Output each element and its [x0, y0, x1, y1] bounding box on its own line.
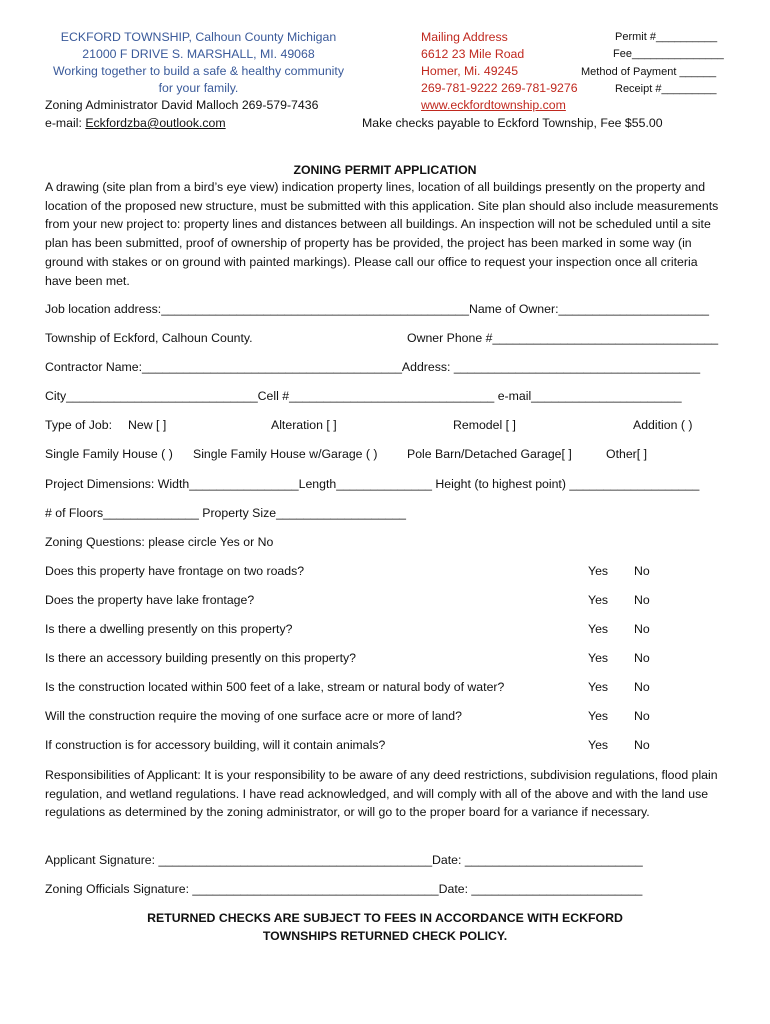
checks-payable: Make checks payable to Eckford Township, Fee $55.00: [362, 116, 663, 130]
mailing-phones: 269-781-9222 269-781-9276: [421, 81, 578, 95]
city-cell-email-field[interactable]: City____________________________Cell #______________________________ e-mail______________________: [45, 389, 682, 403]
applicant-signature-field[interactable]: Applicant Signature: ________________________________________Date: __________________________: [45, 853, 643, 867]
returned-checks-notice-cont: TOWNSHIPS RETURNED CHECK POLICY.: [262, 929, 508, 943]
pole-barn-checkbox[interactable]: Pole Barn/Detached Garage[ ]: [407, 447, 572, 461]
email-prefix: e-mail:: [45, 116, 86, 130]
intro-paragraph: A drawing (site plan from a bird’s eye view) indication property lines, location of all buildings presently on the property and location of the proposed new structure, must be submitted with this application. Site plan should also include measurements from your new project to: property lines and distances between all buildings. An inspection will not be scheduled until a site plan has been submitted, proof of ownership of property has be provided, the project has been marked in some way (in ground with stakes or on ground with painted markings). Please call our office to request your inspection once all criteria have been met.: [45, 180, 719, 288]
yes-option[interactable]: Yes: [588, 593, 609, 607]
township-label: Township of Eckford, Calhoun County.: [45, 331, 253, 345]
org-name: ECKFORD TOWNSHIP, Calhoun County Michigan: [60, 30, 337, 44]
email-link[interactable]: Eckfordzba@outlook.com: [85, 116, 226, 130]
other-checkbox[interactable]: Other[ ]: [606, 447, 648, 461]
remodel-checkbox[interactable]: Remodel [ ]: [453, 418, 516, 432]
yes-option[interactable]: Yes: [588, 709, 609, 723]
floors-property-size-field[interactable]: # of Floors______________ Property Size___________________: [45, 506, 407, 520]
responsibilities-paragraph: Responsibilities of Applicant: It is your responsibility to be aware of any deed restrictions, subdivision regulations, flood plain regulation, and wetland regulations. I have read acknowledged, and will comply with all of the above and with the land use regulations as determined by the zoning administrator, or will go to the proper board for a variance if necessary.: [45, 768, 718, 820]
method-of-payment: Method of Payment ______: [581, 66, 717, 78]
question-text: Will the construction require the moving of one surface acre or more of land?: [45, 709, 462, 723]
no-option[interactable]: No: [634, 622, 650, 636]
permit-number: Permit #__________: [615, 31, 718, 43]
no-option[interactable]: No: [634, 564, 650, 578]
zoning-administrator: Zoning Administrator David Malloch 269-579-7436: [45, 98, 319, 112]
alteration-checkbox[interactable]: Alteration [ ]: [271, 418, 337, 432]
no-option[interactable]: No: [634, 651, 650, 665]
job-location-owner-field[interactable]: Job location address:_____________________________________________Name of Owner:______________________: [45, 302, 709, 316]
no-option[interactable]: No: [634, 593, 650, 607]
fee-field: Fee_______________: [613, 48, 724, 60]
no-option[interactable]: No: [634, 709, 650, 723]
yes-option[interactable]: Yes: [588, 680, 609, 694]
returned-checks-notice: RETURNED CHECKS ARE SUBJECT TO FEES IN ACCORDANCE WITH ECKFORD: [147, 911, 623, 925]
zoning-questions-intro: Zoning Questions: please circle Yes or No: [45, 535, 274, 549]
project-dimensions-field[interactable]: Project Dimensions: Width________________Length______________ Height (to highest point) ___________________: [45, 477, 700, 491]
question-text: Does this property have frontage on two roads?: [45, 564, 305, 578]
mailing-street: 6612 23 Mile Road: [421, 47, 525, 61]
question-text: Is there an accessory building presently on this property?: [45, 651, 357, 665]
officials-signature-field[interactable]: Zoning Officials Signature: ____________________________________Date: _________________________: [45, 882, 643, 896]
contractor-address-field[interactable]: Contractor Name:______________________________________Address: ____________________________________: [45, 360, 701, 374]
addition-checkbox[interactable]: Addition ( ): [633, 418, 693, 432]
question-text: Is the construction located within 500 feet of a lake, stream or natural body of water?: [45, 680, 505, 694]
type-of-job-label: Type of Job:: [45, 418, 112, 432]
question-text: Is there a dwelling presently on this property?: [45, 622, 293, 636]
page-title: ZONING PERMIT APPLICATION: [293, 163, 477, 177]
org-address: 21000 F DRIVE S. MARSHALL, MI. 49068: [82, 47, 315, 61]
yes-option[interactable]: Yes: [588, 738, 609, 752]
owner-phone-field[interactable]: Owner Phone #_________________________________: [407, 331, 719, 345]
mailing-city: Homer, Mi. 49245: [421, 64, 519, 78]
website-link[interactable]: www.eckfordtownship.com: [421, 98, 566, 112]
no-option[interactable]: No: [634, 738, 650, 752]
mailing-title: Mailing Address: [421, 30, 508, 44]
no-option[interactable]: No: [634, 680, 650, 694]
org-slogan-cont: for your family.: [158, 81, 239, 95]
yes-option[interactable]: Yes: [588, 651, 609, 665]
single-family-checkbox[interactable]: Single Family House ( ): [45, 447, 173, 461]
question-text: If construction is for accessory building, will it contain animals?: [45, 738, 386, 752]
new-checkbox[interactable]: New [ ]: [128, 418, 167, 432]
yes-option[interactable]: Yes: [588, 622, 609, 636]
receipt-number: Receipt #_________: [615, 83, 717, 95]
admin-email: [45, 116, 226, 130]
org-slogan: Working together to build a safe & healthy community: [53, 64, 344, 78]
question-text: Does the property have lake frontage?: [45, 593, 255, 607]
yes-option[interactable]: Yes: [588, 564, 609, 578]
single-family-garage-checkbox[interactable]: Single Family House w/Garage ( ): [193, 447, 378, 461]
